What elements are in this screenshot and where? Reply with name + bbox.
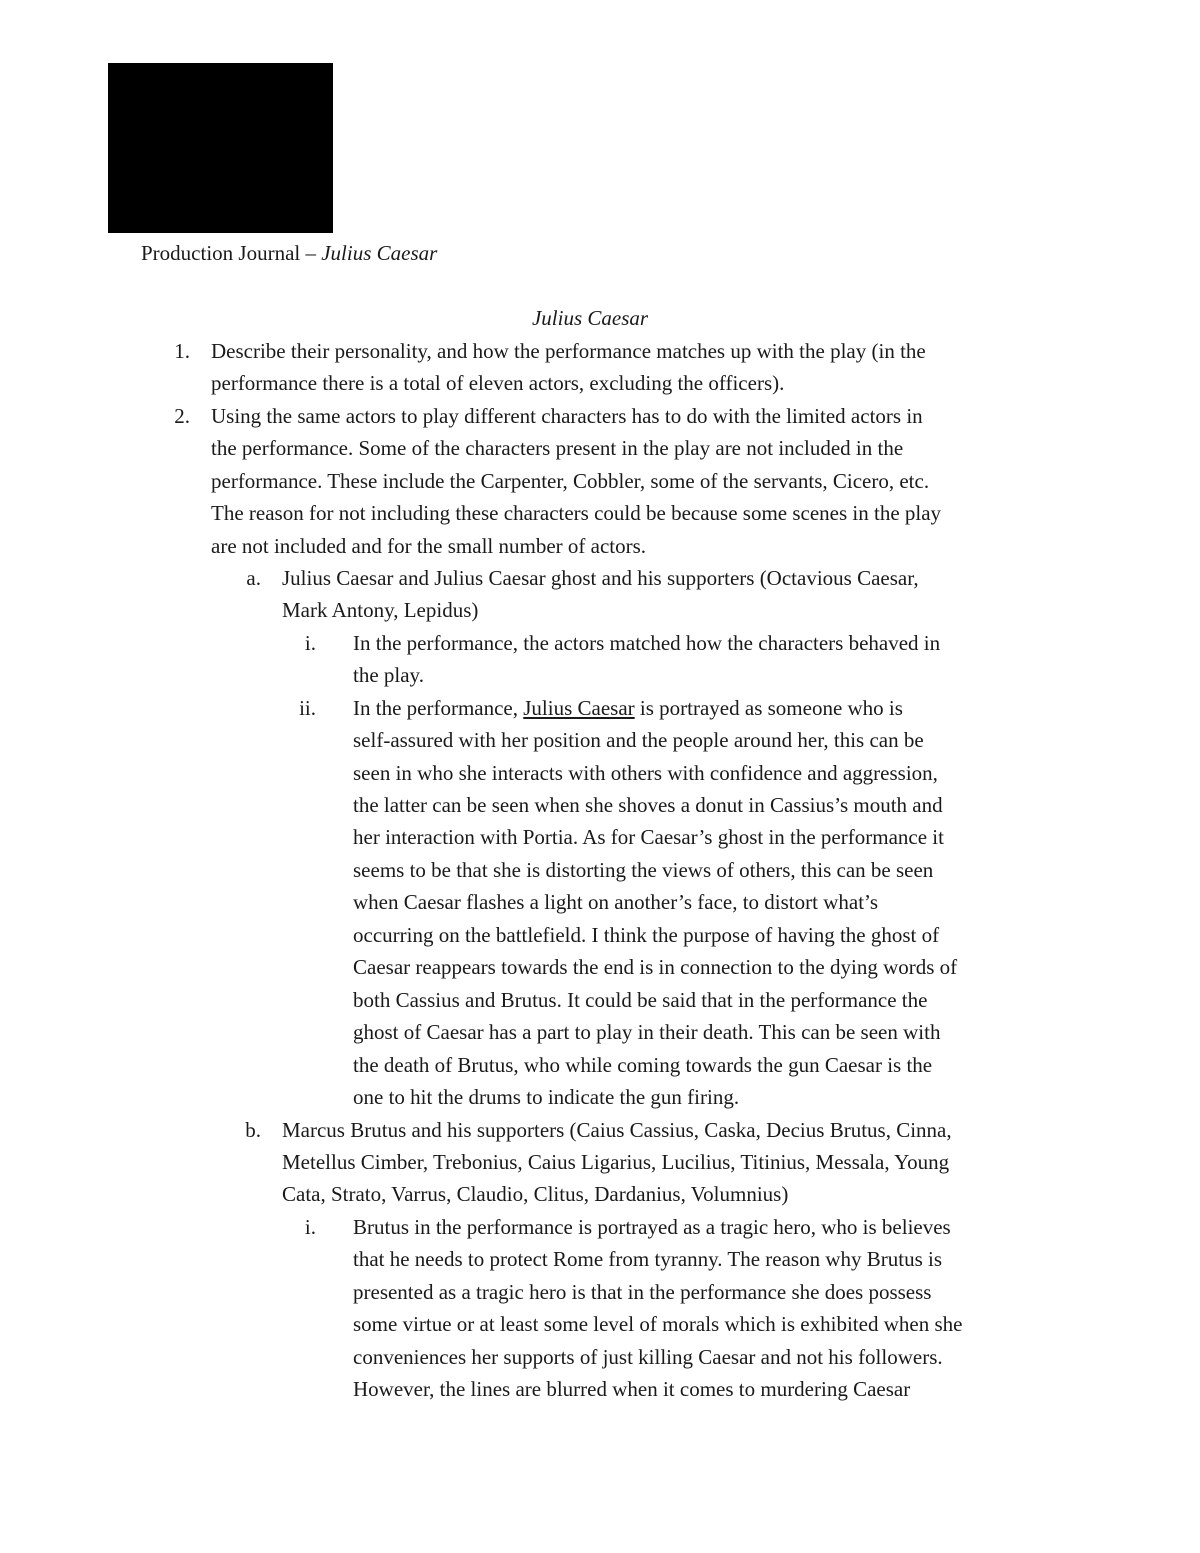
item-2-line: are not included and for the small number of actors. [211,534,647,558]
item-b-i-line: some virtue or at least some level of morals which is exhibited when she [353,1312,963,1336]
item-a-ii-line: seems to be that she is distorting the views of others, this can be seen [353,858,934,882]
underlined-name: Julius Caesar [523,696,635,720]
item-a-ii-line: both Cassius and Brutus. It could be said that in the performance the [353,988,928,1012]
item-a-i-line: the play. [353,663,424,687]
item-a-ii-line: seen in who she interacts with others with confidence and aggression, [353,761,938,785]
heading-prefix: Production Journal – [141,241,322,265]
item-a-line: Julius Caesar and Julius Caesar ghost and his supporters (Octavious Caesar, [282,566,919,590]
journal-heading [141,240,437,266]
item-a-ii-line: ghost of Caesar has a part to play in their death. This can be seen with [353,1020,941,1044]
item-b-i-line: However, the lines are blurred when it comes to murdering Caesar [353,1377,911,1401]
item-2-line: the performance. Some of the characters present in the play are not included in the [211,436,904,460]
item-a-ii-line: Caesar reappears towards the end is in connection to the dying words of [353,955,958,979]
item-a-ii-line: self-assured with her position and the people around her, this can be [353,728,924,752]
item-a-ii-line: the latter can be seen when she shoves a donut in Cassius’s mouth and [353,793,943,817]
item-a-i-line: In the performance, the actors matched how the characters behaved in [353,631,941,655]
item-2-line: Using the same actors to play different characters has to do with the limited actors in [211,404,923,428]
item-2-line: The reason for not including these characters could be because some scenes in the play [211,501,942,525]
page-title: Julius Caesar [531,306,649,330]
item-2-line: performance. These include the Carpenter, Cobbler, some of the servants, Cicero, etc. [211,469,930,493]
list-marker-1: 1. [174,339,190,363]
item-b-i-line: Brutus in the performance is portrayed as a tragic hero, who is believes [353,1215,951,1239]
item-1-line: performance there is a total of eleven actors, excluding the officers). [211,371,785,395]
heading-play-title: Julius Caesar [321,241,438,265]
item-b-i-line: conveniences her supports of just killing Caesar and not his followers. [353,1345,943,1369]
list-marker-a: a. [246,566,261,590]
item-b-i-line: that he needs to protect Rome from tyranny. The reason why Brutus is [353,1247,943,1271]
list-marker-b: b. [245,1118,261,1142]
item-a-ii-line: one to hit the drums to indicate the gun firing. [353,1085,740,1109]
list-marker-2: 2. [174,404,190,428]
item-a-ii-line: her interaction with Portia. As for Caesar’s ghost in the performance it [353,825,944,849]
list-marker-a-ii: ii. [299,696,316,720]
item-1-line: Describe their personality, and how the performance matches up with the play (in the [211,339,926,363]
item-a-ii-first-line [353,695,903,721]
item-a-line: Mark Antony, Lepidus) [282,598,479,622]
first-line-suffix: is portrayed as someone who is [634,696,903,720]
first-line-prefix: In the performance, [353,696,524,720]
item-a-ii-line: when Caesar flashes a light on another’s face, to distort what’s [353,890,879,914]
item-a-ii-line: the death of Brutus, who while coming towards the gun Caesar is the [353,1053,933,1077]
item-a-ii-line: occurring on the battlefield. I think the purpose of having the ghost of [353,923,940,947]
redaction-block [108,63,333,233]
item-b-line: Marcus Brutus and his supporters (Caius Cassius, Caska, Decius Brutus, Cinna, [282,1118,952,1142]
list-marker-a-i: i. [304,631,316,655]
item-b-line: Cata, Strato, Varrus, Claudio, Clitus, Dardanius, Volumnius) [282,1182,789,1206]
list-marker-b-i: i. [304,1215,316,1239]
item-b-line: Metellus Cimber, Trebonius, Caius Ligarius, Lucilius, Titinius, Messala, Young [282,1150,950,1174]
item-b-i-line: presented as a tragic hero is that in the performance she does possess [353,1280,932,1304]
